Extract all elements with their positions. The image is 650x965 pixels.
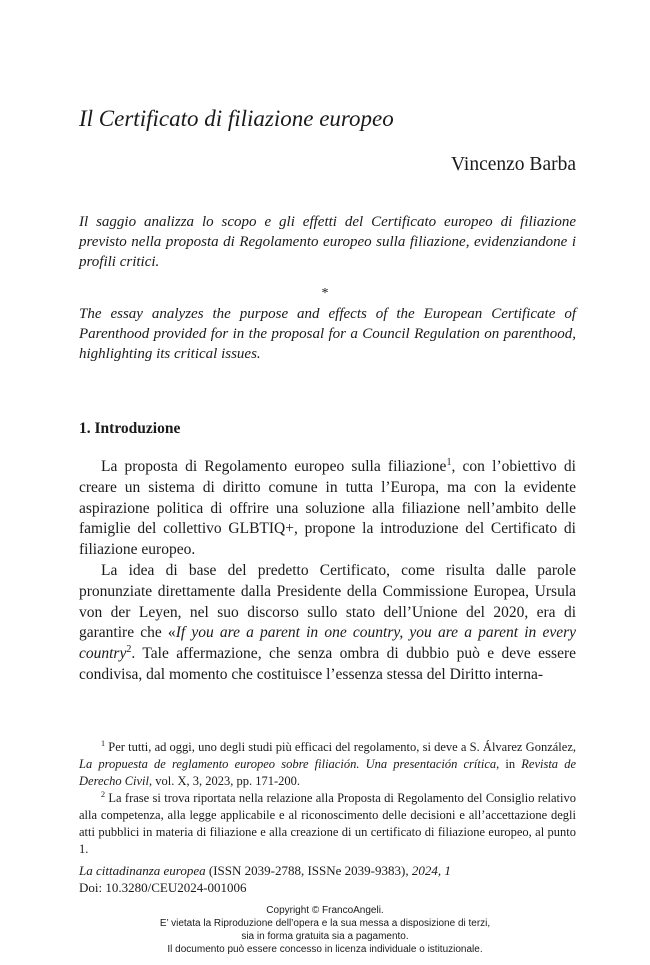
footnote-ref-1[interactable]: 1 — [446, 456, 452, 468]
paragraph-2: La idea di base del predetto Certificato, come risulta dalle parole pronunziate direttamente dalla Presidente della Commissione Europea, Ursula von der Leyen, nel suo discorso sullo stato dell’Unione del 2020, era di garantire che «If you are a parent in one country, you are a parent in every country$^2$. Tale affermazione, che senza ombra di dubbio può e deve essere condivisa, dal momento che costituisce l’essenza stessa del Diritto interna- — [79, 561, 576, 683]
journal-citation: La cittadinanza europea (ISSN 2039-2788, ISSNe 2039-9383), 2024, 1 — [79, 863, 451, 878]
body-text — [79, 457, 576, 686]
journal-info — [79, 862, 451, 896]
footnotes — [79, 739, 576, 858]
article-title: Il Certificato di filiazione europeo — [79, 106, 394, 131]
section-heading: 1. Introduzione — [79, 420, 181, 437]
abstract-separator: * — [321, 286, 329, 301]
footnote-2: $^2$ La frase si trova riportata nella relazione alla Proposta di Regolamento del Consiglio relativo alla competenza, alla legge applicabile e al riconoscimento delle decisioni e all’accettazione degli atti pubblici in materia di filiazione e alla creazione di un certificato di filiazione europeo, al punto 1. — [79, 789, 576, 856]
footnote-1: $^1$ Per tutti, ad oggi, uno degli studi più efficaci del regolamento, si deve a S. Álvarez González, La propuesta de reglamento europeo sobre filiación. Una presentación crítica, in Revista de Derecho Civil, vol. X, 3, 2023, pp. 171-200. — [79, 738, 576, 788]
abstract-english: The essay analyzes the purpose and effects of the European Certificate of Parenthood provided for in the proposal for a Council Regulation on parenthood, highlighting its critical issues. — [79, 306, 576, 362]
footnote-ref-2[interactable]: 2 — [126, 644, 132, 656]
quote: If you are a parent in one country, you are a parent in every country — [79, 624, 576, 663]
article-author: Vincenzo Barba — [451, 154, 576, 175]
abstract-italian: Il saggio analizza lo scopo e gli effetti del Certificato europeo di filiazione previsto nella proposta di Regolamento europeo sulla filiazione, evidenziandone i profili critici. — [79, 214, 576, 270]
paragraph-1: La proposta di Regolamento europeo sulla filiazione$^1$, con l’obiettivo di creare un sistema di diritto comune in tutta l’Europa, ma con la evidente aspirazione politica di offrire una soluzione alla filiazione nell’ambito delle famiglie del collettivo GLBTIQ+, propone la introduzione del Certificato di filiazione europeo. — [79, 456, 576, 559]
copyright-notice: Copyright © FrancoAngeli. E’ vietata la Riproduzione dell’opera e la sua messa a disposizione di terzi, sia in forma gratuita sia a pagamento. Il documento può essere concesso in licenza individuale o istituzionale. — [159, 905, 491, 955]
doi[interactable]: Doi: 10.3280/CEU2024-001006 — [79, 880, 247, 895]
